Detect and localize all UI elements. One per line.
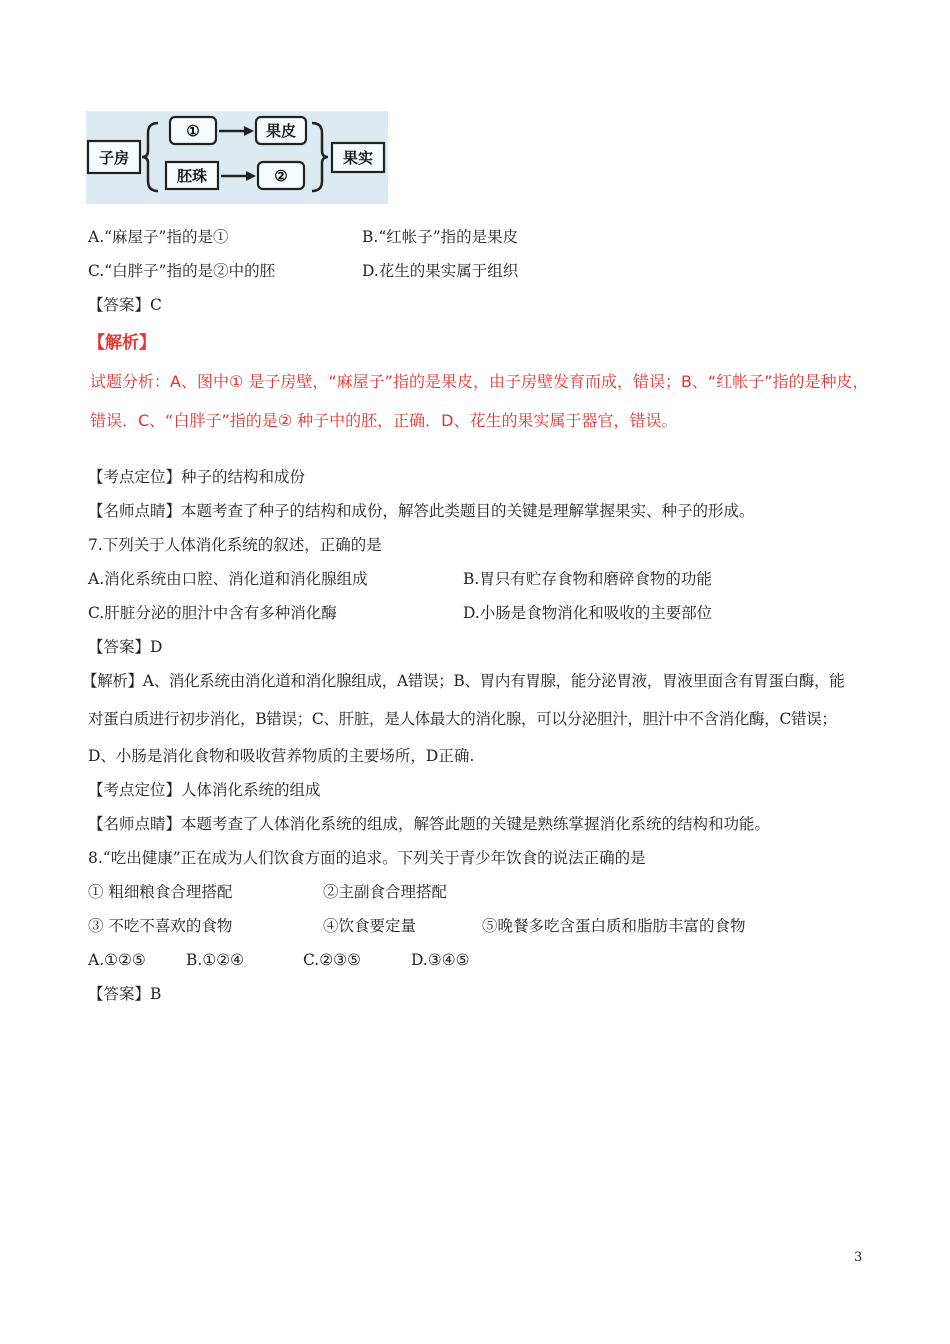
ovule-label: 胚珠 <box>176 167 208 185</box>
q7-option-b: B.胃只有贮存食物和磨碎食物的功能 <box>463 570 712 588</box>
fruit-formation-diagram <box>86 111 388 204</box>
q8-item-3: ③ 不吃不喜欢的食物 <box>88 917 233 935</box>
q7-analysis-line-3: D、小肠是消化食物和吸收营养物质的主要场所，D正确. <box>88 747 475 765</box>
q7-stem: 7.下列关于人体消化系统的叙述，正确的是 <box>88 536 382 554</box>
q6-option-a: A.“麻屋子”指的是① <box>88 228 229 246</box>
q7-analysis-line-1: 【解析】A、消化系统由消化道和消化腺组成，A错误；B、胃内有胃腺，能分泌胃液，胃液里面含有胃蛋白酶，能 <box>82 672 845 690</box>
q6-analysis-line-1: 试题分析：A、图中① 是子房壁，“麻屋子”指的是果皮，由子房壁发育而成，错误；B、“红帐子”指的是种皮， <box>90 372 869 391</box>
pericarp-label: 果皮 <box>265 122 297 140</box>
fruit-label: 果实 <box>342 149 374 167</box>
circle2-label: ② <box>274 167 288 185</box>
q6-option-b: B.“红帐子”指的是果皮 <box>362 228 519 246</box>
q7-analysis-line-2: 对蛋白质进行初步消化，B错误；C、肝脏，是人体最大的消化腺，可以分泌胆汁，胆汁中不含消化酶，C错误； <box>88 710 837 728</box>
q8-answer: 【答案】B <box>88 985 162 1003</box>
q6-analysis-heading: 【解析】 <box>88 333 156 353</box>
q8-option-b: B.①②④ <box>186 951 245 969</box>
page-number: 3 <box>854 1250 863 1265</box>
q7-mingshi: 【名师点睛】本题考查了人体消化系统的组成，解答此题的关键是熟练掌握消化系统的结构和功能。 <box>88 815 771 833</box>
q7-option-d: D.小肠是食物消化和吸收的主要部位 <box>463 604 713 622</box>
q6-kaodian: 【考点定位】种子的结构和成份 <box>88 468 306 486</box>
q6-answer: 【答案】C <box>88 296 162 314</box>
q6-mingshi: 【名师点睛】本题考查了种子的结构和成份，解答此类题目的关键是理解掌握果实、种子的形成。 <box>88 502 755 520</box>
q7-option-c: C.肝脏分泌的胆汁中含有多种消化酶 <box>88 604 337 622</box>
q8-item-4: ④饮食要定量 <box>323 917 417 935</box>
q7-option-a: A.消化系统由口腔、消化道和消化腺组成 <box>88 570 368 588</box>
q8-item-2: ②主副食合理搭配 <box>323 883 448 901</box>
q7-answer: 【答案】D <box>88 638 163 656</box>
q7-kaodian: 【考点定位】人体消化系统的组成 <box>88 781 321 799</box>
q8-stem: 8.“吃出健康”正在成为人们饮食方面的追求。下列关于青少年饮食的说法正确的是 <box>88 849 646 867</box>
q8-option-c: C.②③⑤ <box>303 951 361 969</box>
q8-item-1: ① 粗细粮食合理搭配 <box>88 883 233 901</box>
q8-option-a: A.①②⑤ <box>88 951 146 969</box>
ovary-label: 子房 <box>98 149 130 167</box>
q6-option-c: C.“白胖子”指的是②中的胚 <box>88 262 276 280</box>
q6-option-d: D.花生的果实属于组织 <box>362 262 519 280</box>
q8-item-5: ⑤晚餐多吃含蛋白质和脂肪丰富的食物 <box>482 917 746 935</box>
q6-analysis-line-2: 错误．C、“白胖子”指的是② 种子中的胚，正确．D、花生的果实属于器官，错误。 <box>90 411 678 430</box>
q8-option-d: D.③④⑤ <box>411 951 470 969</box>
circle1-label: ① <box>186 122 200 140</box>
